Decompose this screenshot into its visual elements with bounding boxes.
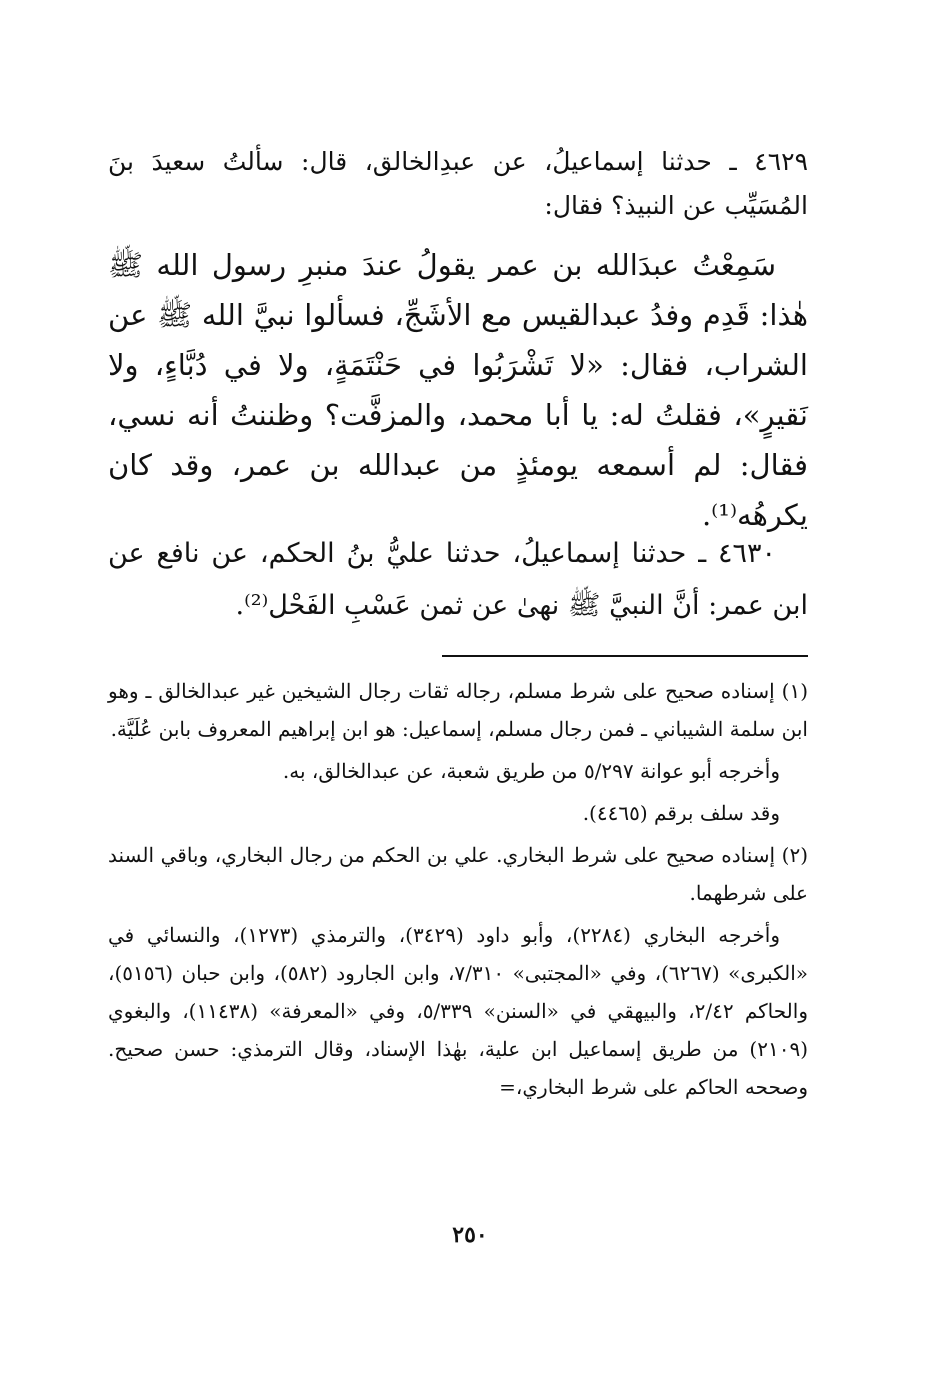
footnote-2-takhrij: وأخرجه البخاري (٢٢٨٤)، وأبو داود (٣٤٢٩)، والترمذي (١٢٧٣)، والنسائي في «الكبرى» (٦٢٦٧)، وفي «المجتبى» ٧/٣١٠، وابن الجارود (٥٨٢)، وابن حبان (٥١٥٦)، والحاكم ٢/٤٢، والبيهقي في «السنن» ٥/٣٣٩، وفي «المعرفة» (١١٤٣٨)، والبغوي (٢١٠٩) من طريق إسماعيل ابن علية، بهٰذا الإسناد، وقال الترمذي: حسن صحيح. وصححه الحاكم على شرط البخاري،=	[108, 923, 808, 1099]
page-number: ٢٥٠	[452, 1222, 488, 1248]
hadith-4629-isnad: ٤٦٢٩ ـ حدثنا إسماعيلُ، عن عبدِالخالق، قال: سألتُ سعيدَ بنَ المُسَيِّب عن النبيذ؟ فقال:	[108, 147, 808, 220]
footnotes-section	[108, 672, 808, 1110]
hadith-4629-matn: سَمِعْتُ عبدَالله بن عمر يقولُ عندَ منبرِ رسول الله ﷺ هٰذا: قَدِم وفدُ عبدالقيس مع الأشَجِّ، فسألوا نبيَّ الله ﷺ عن الشراب، فقال: «لا تَشْرَبُوا في حَنْتَمَةٍ، ولا في دُبَّاءٍ، ولا نَقيرٍ»، فقلتُ له: يا أبا محمد، والمزفَّت؟ وظننتُ أنه نسي، فقال: لم أسمعه يومئذٍ من عبدالله بن عمر، وقد كان يكرهُه⁽¹⁾.	[108, 248, 808, 532]
footnote-1-crossref: وقد سلف برقم (٤٤٦٥).	[582, 801, 780, 825]
footnote-2: (٢) إسناده صحيح على شرط البخاري. علي بن الحكم من رجال البخاري، وباقي السند على شرطهما.	[108, 843, 808, 905]
footnote-1: (١) إسناده صحيح على شرط مسلم، رجاله ثقات رجال الشيخين غير عبدالخالق ـ وهو ابن سلمة الشيباني ـ فمن رجال مسلم، إسماعيل: هو ابن إبراهيم المعروف بابن عُلَيَّة.	[108, 679, 808, 741]
footnote-1-takhrij: وأخرجه أبو عوانة ٥/٢٩٧ من طريق شعبة، عن عبدالخالق، به.	[282, 759, 780, 783]
hadith-4630: ٤٦٣٠ ـ حدثنا إسماعيلُ، حدثنا عليُّ بنُ الحكم، عن نافع عن ابن عمر: أنَّ النبيَّ ﷺ نهىٰ عن ثمن عَسْبِ الفَحْل⁽²⁾.	[108, 538, 808, 621]
footnote-separator	[442, 655, 808, 657]
